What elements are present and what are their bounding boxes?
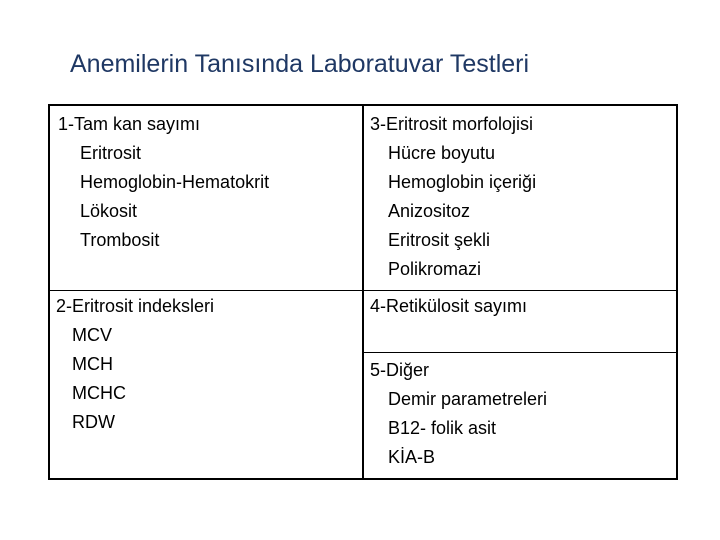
list-item: Polikromazi [388,259,482,279]
list-item: Lökosit [80,201,138,221]
list-item: RDW [72,412,115,432]
list-item: MCV [72,325,112,345]
list-item: Trombosit [80,230,160,250]
list-item: Hücre boyutu [388,143,496,163]
row-divider-right-1 [362,290,678,291]
cell-heading: 3-Eritrosit morfolojisi [370,114,534,134]
list-item: MCH [72,354,113,374]
list-item: Hemoglobin-Hematokrit [80,172,270,192]
list-item: Anizositoz [388,201,471,221]
cell-diger [370,356,547,472]
list-item: KİA-B [388,447,436,467]
page-title: Anemilerin Tanısında Laboratuvar Testleri [70,50,530,78]
column-divider [362,106,364,478]
row-divider-right-2 [362,352,678,353]
cell-heading: 5-Diğer [370,360,430,380]
cell-tam-kan-sayimi [58,110,269,255]
test-table [48,104,678,480]
cell-heading: 1-Tam kan sayımı [58,114,201,134]
list-item: Demir parametreleri [388,389,548,409]
list-item: Hemoglobin içeriği [388,172,537,192]
cell-retikulosit-sayimi [370,292,527,321]
list-item: Eritrosit [80,143,142,163]
list-item: B12- folik asit [388,418,497,438]
cell-eritrosit-indeksleri [56,292,214,437]
list-item: MCHC [72,383,126,403]
cell-heading: 2-Eritrosit indeksleri [56,296,215,316]
cell-heading: 4-Retikülosit sayımı [370,296,528,316]
list-item: Eritrosit şekli [388,230,491,250]
cell-eritrosit-morfolojisi [370,110,536,284]
row-divider-left [50,290,362,291]
